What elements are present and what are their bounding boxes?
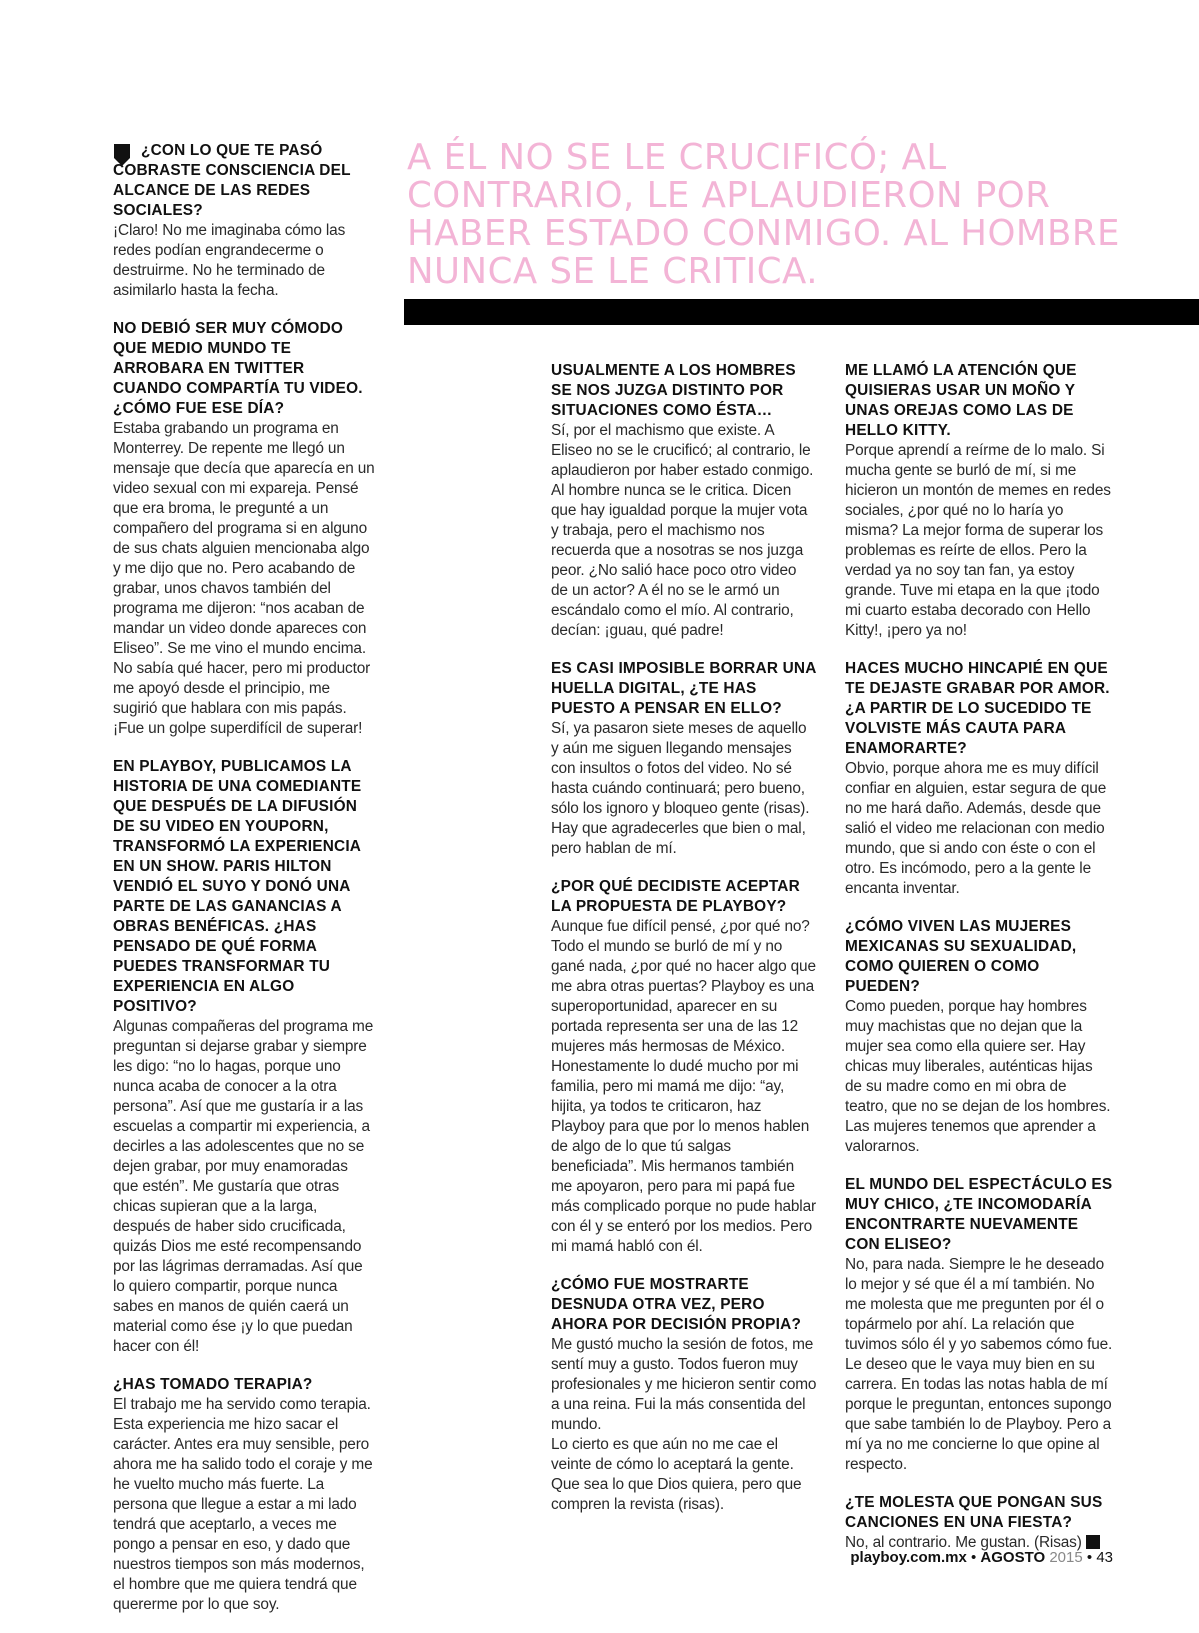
question: EL MUNDO DEL ESPECTÁCULO ES MUY CHICO, ¿TE INCOMODARÍA ENCONTRARTE NUEVAMENTE CON ELISEO? xyxy=(845,1176,1113,1253)
question: ES CASI IMPOSIBLE BORRAR UNA HUELLA DIGITAL, ¿TE HAS PUESTO A PENSAR EN ELLO? xyxy=(551,660,816,717)
qa-block xyxy=(113,757,376,1357)
footer-month: AGOSTO xyxy=(980,1549,1046,1566)
answer: ¡Claro! No me imaginaba cómo las redes podían engrandecerme o destruirme. No he terminado de asimilarlo hasta la fecha. xyxy=(113,222,346,299)
question: ¿CÓMO FUE MOSTRARTE DESNUDA OTRA VEZ, PERO AHORA POR DECISIÓN PROPIA? xyxy=(551,1276,802,1333)
question: HACES MUCHO HINCAPIÉ EN QUE TE DEJASTE GRABAR POR AMOR. ¿A PARTIR DE LO SUCEDIDO TE VOLVISTE MÁS CAUTA PARA ENAMORARTE? xyxy=(845,660,1110,757)
footer-year: 2015 xyxy=(1049,1549,1083,1566)
divider-bar xyxy=(404,299,1199,325)
qa-block xyxy=(113,319,376,739)
qa-block xyxy=(551,1275,817,1515)
qa-block xyxy=(113,1375,376,1615)
answer: Obvio, porque ahora me es muy difícil confiar en alguien, estar segura de que no me hará daño. Además, desde que salió el video me relacionan con medio mundo, que si ando con éste o con el otro. Es incómodo, pero a la gente le encanta inventar. xyxy=(845,760,1107,897)
question: ¿HAS TOMADO TERAPIA? xyxy=(113,1376,313,1393)
qa-block xyxy=(551,659,817,859)
question: ¿CÓMO VIVEN LAS MUJERES MEXICANAS SU SEXUALIDAD, COMO QUIEREN O COMO PUEDEN? xyxy=(845,918,1077,995)
answer: Sí, por el machismo que existe. A Eliseo no se le crucificó; al contrario, le aplaudieron por haber estado conmigo. Al hombre nunca se le critica. Dicen que hay igualdad porque la mujer vota y trabaja, pero el machismo nos recuerda que a nosotras se nos juzga peor. ¿No salió hace poco otro video de un actor? A él no se le armó un escándalo como el mío. Al contrario, decían: ¡guau, qué padre! xyxy=(551,422,814,639)
page-number: 43 xyxy=(1096,1549,1113,1566)
footer-site: playboy.com.mx xyxy=(850,1549,967,1566)
answer: Sí, ya pasaron siete meses de aquello y aún me siguen llegando mensajes con insultos o fotos del video. No sé hasta cuándo continuará; pero bueno, sólo los ignoro y bloqueo gente (risas). Hay que agradecerles que bien o mal, pero hablan de mí. xyxy=(551,720,810,857)
answer-continued: Lo cierto es que aún no me cae el veinte de cómo lo aceptará la gente. Que sea lo que Dios quiera, pero que compren la revista (risas). xyxy=(551,1436,802,1513)
qa-block xyxy=(113,141,376,301)
answer: Aunque fue difícil pensé, ¿por qué no? Todo el mundo se burló de mí y no gané nada, ¿por qué no hacer algo que me abra otras puertas? Playboy es una superoportunidad, aparecer en su portada representa ser una de las 12 mujeres más hermosas de México. Honestamente lo dudé mucho por mi familia, pero mi mamá me dijo: “ay, hijita, ya todos te criticaron, haz Playboy para que por lo menos hablen de algo de lo que tú salgas beneficiada”. Mis hermanos también me apoyaron, pero para mi papá fue más complicado porque no pude hablar con él y se enteró por los medios. Pero mi mamá habló con él. xyxy=(551,918,816,1255)
column-3 xyxy=(845,361,1113,1571)
qa-block xyxy=(551,877,817,1257)
question: ME LLAMÓ LA ATENCIÓN QUE QUISIERAS USAR UN MOÑO Y UNAS OREJAS COMO LAS DE HELLO KITTY. xyxy=(845,362,1077,439)
qa-block xyxy=(845,659,1113,899)
qa-block xyxy=(845,1493,1113,1553)
qa-block xyxy=(551,361,817,641)
question: EN PLAYBOY, PUBLICAMOS LA HISTORIA DE UNA COMEDIANTE QUE DESPUÉS DE LA DIFUSIÓN DE SU VIDEO EN YOUPORN, TRANSFORMÓ LA EXPERIENCIA EN UN SHOW. PARIS HILTON VENDIÓ EL SUYO Y DONÓ UNA PARTE DE LAS GANANCIAS A OBRAS BENÉFICAS. ¿HAS PENSADO DE QUÉ FORMA PUEDES TRANSFORMAR TU EXPERIENCIA EN ALGO POSITIVO? xyxy=(113,758,362,1015)
question: USUALMENTE A LOS HOMBRES SE NOS JUZGA DISTINTO POR SITUACIONES COMO ÉSTA… xyxy=(551,362,796,419)
qa-block xyxy=(845,1175,1113,1475)
answer: Estaba grabando un programa en Monterrey. De repente me llegó un mensaje que decía que aparecía en un video sexual con mi expareja. Pensé que era broma, le pregunté a un compañero del programa si en alguno de sus chats alguien mencionaba algo y me dijo que no. Pero acabando de grabar, unos chavos también del programa me dijeron: “nos acaban de mandar un video donde apareces con Eliseo”. Se me vino el mundo encima. No sabía qué hacer, pero mi productor me apoyó desde el principio, me sugirió que hablara con mis papás. ¡Fue un golpe superdifícil de superar! xyxy=(113,420,375,737)
answer: Algunas compañeras del programa me preguntan si dejarse grabar y siempre les digo: “no lo hagas, porque uno nunca acaba de conocer a la otra persona”. Así que me gustaría ir a las escuelas a compartir mi experiencia, a decirles a las adolescentes que no se dejen grabar, por muy enamoradas que estén”. Me gustaría que otras chicas supieran que a la larga, después de haber sido crucificada, quizás Dios me esté recompensando por las lágrimas derramadas. Así que lo quiero compartir, porque nunca sabes en manos de quién caerá un material como ése ¡y lo que puedan hacer con él! xyxy=(113,1018,374,1355)
footer-separator: • xyxy=(970,1549,977,1566)
answer: El trabajo me ha servido como terapia. Esta experiencia me hizo sacar el carácter. Antes era muy sensible, pero ahora me ha salido todo el coraje y me he vuelto mucho más fuerte. La persona que llegue a estar a mi lado tendrá que aceptarlo, a veces me pongo a pensar en eso, y dado que nuestros tiempos son más modernos, el hombre que me quiera tendrá que quererme por lo que soy. xyxy=(113,1396,373,1613)
answer: Como pueden, porque hay hombres muy machistas que no dejan que la mujer sea como ella quiere ser. Hay chicas muy liberales, auténticas hijas de su madre como en mi obra de teatro, que no se dejan de los hombres. Las mujeres tenemos que aprender a valorarnos. xyxy=(845,998,1111,1155)
qa-block xyxy=(845,361,1113,641)
column-2 xyxy=(551,361,817,1533)
qa-block xyxy=(845,917,1113,1157)
answer-text: No, al contrario. Me gustan. (Risas) xyxy=(845,1534,1082,1551)
question: ¿POR QUÉ DECIDISTE ACEPTAR LA PROPUESTA DE PLAYBOY? xyxy=(551,878,800,915)
answer: No, para nada. Siempre le he deseado lo mejor y sé que él a mí también. No me molesta que me pregunten por él o topármelo por ahí. La relación que tuvimos sólo él y yo sabemos cómo fue. Le deseo que le vaya muy bien en su carrera. En todas las notas habla de mí porque le preguntan, entonces supongo que sabe también lo de Playboy. Pero a mí ya no me concierne lo que opine al respecto. xyxy=(845,1256,1113,1473)
answer: Me gustó mucho la sesión de fotos, me sentí muy a gusto. Todos fueron muy profesionales y me hicieron sentir como a una reina. Fui la más consentida del mundo. xyxy=(551,1336,817,1433)
answer: Porque aprendí a reírme de lo malo. Si mucha gente se burló de mí, si me hicieron un montón de memes en redes sociales, ¿por qué no lo haría yo misma? La mejor forma de superar los problemas es reírte de ellos. Pero la verdad ya no soy tan fan, ya estoy grande. Tuve mi etapa en la que ¡todo mi cuarto estaba decorado con Hello Kitty!, ¡pero ya no! xyxy=(845,442,1111,639)
footer-separator: • xyxy=(1086,1549,1093,1566)
question: ¿CON LO QUE TE PASÓ COBRASTE CONSCIENCIA DEL ALCANCE DE LAS REDES SOCIALES? xyxy=(113,142,351,219)
page-footer xyxy=(850,1549,1113,1566)
question: ¿TE MOLESTA QUE PONGAN SUS CANCIONES EN UNA FIESTA? xyxy=(845,1494,1103,1531)
question: NO DEBIÓ SER MUY CÓMODO QUE MEDIO MUNDO TE ARROBARA EN TWITTER CUANDO COMPARTÍA TU VIDEO. ¿CÓMO FUE ESE DÍA? xyxy=(113,320,363,417)
end-mark-icon xyxy=(1086,1535,1100,1549)
pull-quote: A ÉL NO SE LE CRUCIFICÓ; AL CONTRARIO, LE APLAUDIERON POR HABER ESTADO CONMIGO. AL HOMBRE NUNCA SE LE CRITICA. xyxy=(407,137,1120,292)
column-1 xyxy=(113,141,376,1633)
